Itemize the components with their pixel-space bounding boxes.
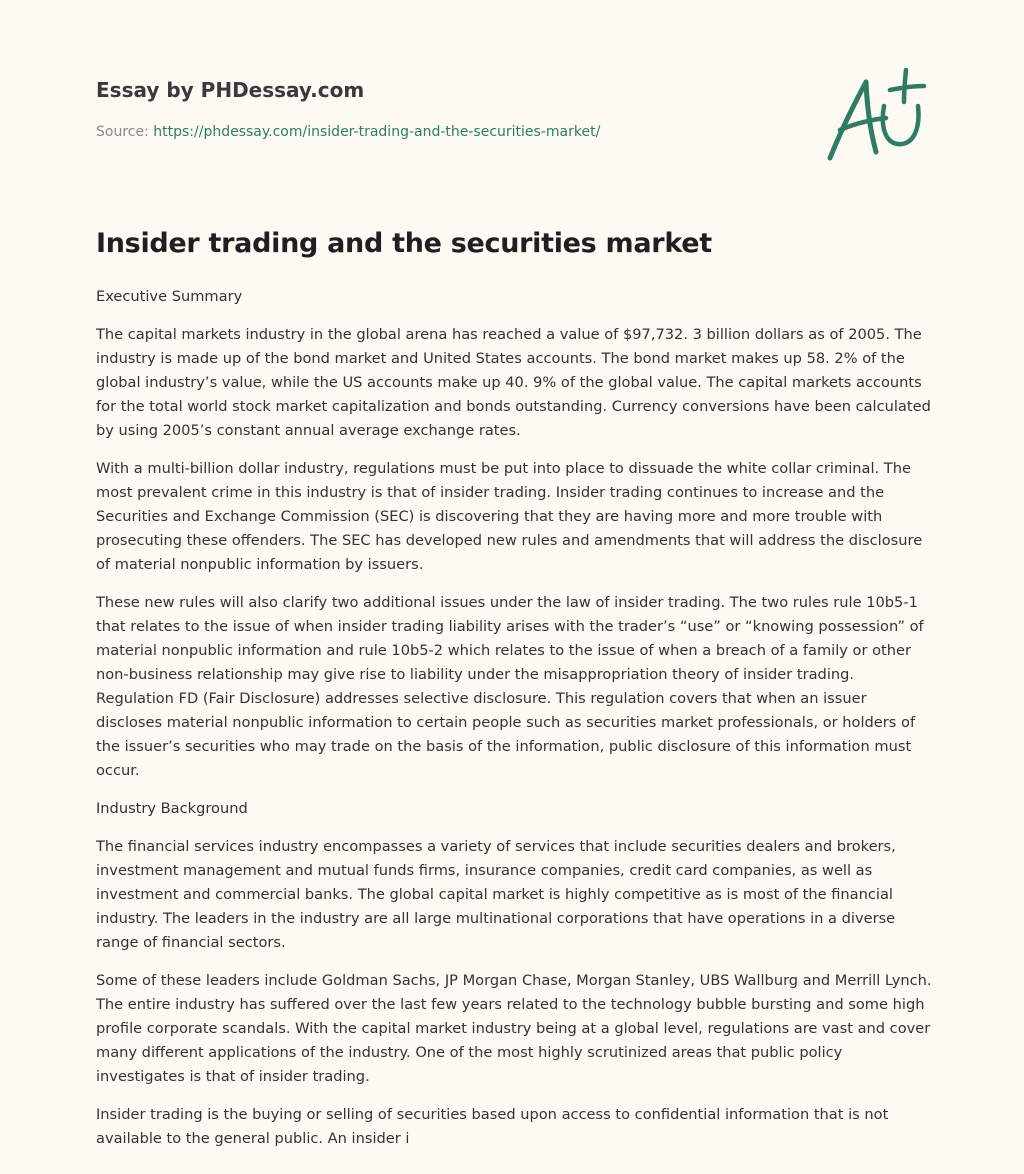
paragraph: These new rules will also clarify two additional issues under the law of insider trading. The two rules rule 10b5-1 that relates to the issue of when insider trading liability arises with the trader’s “use” or “knowing possession” of material nonpublic information and rule 10b5-2 which relates to the issue of when a breach of a family or other non-business relationship may give rise to liability under the misappropriation theory of insider trading. Regulation FD (Fair Disclosure) addresses selective disclosure. This regulation covers that when an issuer discloses material nonpublic information to certain people such as securities market professionals, or holders of the issuer’s securities who may trade on the basis of the information, public disclosure of this information must occur. [96,594,924,779]
site-header [96,76,736,142]
source-link[interactable]: https://phdessay.com/insider-trading-and-the-securities-market/ [153,124,601,140]
section-heading-executive-summary: Executive Summary [96,288,243,305]
essay-body [96,285,932,1165]
section-heading-industry-background: Industry Background [96,800,248,817]
paragraph: The financial services industry encompasses a variety of services that include securities dealers and brokers, investment management and mutual funds firms, insurance companies, credit card companies, as well as investment and commercial banks. The global capital market is highly competitive as is most of the financial industry. The leaders in the industry are all large multinational corporations that have operations in a diverse range of financial sectors. [96,838,896,951]
paragraph: With a multi-billion dollar industry, regulations must be put into place to dissuade the white collar criminal. The most prevalent crime in this industry is that of insider trading. Insider trading continues to increase and the Securities and Exchange Commission (SEC) is discovering that they are having more and more trouble with prosecuting these offenders. The SEC has developed new rules and amendments that will address the disclosure of material nonpublic information by issuers. [96,460,923,573]
source-label: Source: [96,124,149,140]
source-line [96,122,736,142]
paragraph: Insider trading is the buying or selling of securities based upon access to confidential information that is not available to the general public. An insider i [96,1106,889,1147]
paragraph: The capital markets industry in the global arena has reached a value of $97,732. 3 billion dollars as of 2005. The industry is made up of the bond market and United States accounts. The bond market makes up 58. 2% of the global industry’s value, while the US accounts make up 40. 9% of the global value. The capital markets accounts for the total world stock market capitalization and bonds outstanding. Currency conversions have been calculated by using 2005’s constant annual average exchange rates. [96,326,931,439]
paragraph: Some of these leaders include Goldman Sachs, JP Morgan Chase, Morgan Stanley, UBS Wallburg and Merrill Lynch. The entire industry has suffered over the last few years related to the technology bubble bursting and some high profile corporate scandals. With the capital market industry being at a global level, regulations are vast and cover many different applications of the industry. One of the most highly scrutinized areas that public policy investigates is that of insider trading. [96,972,932,1085]
site-brand: Essay by PHDessay.com [96,78,365,102]
a-plus-logo-icon [820,68,930,166]
essay-title: Insider trading and the securities market [96,228,712,259]
